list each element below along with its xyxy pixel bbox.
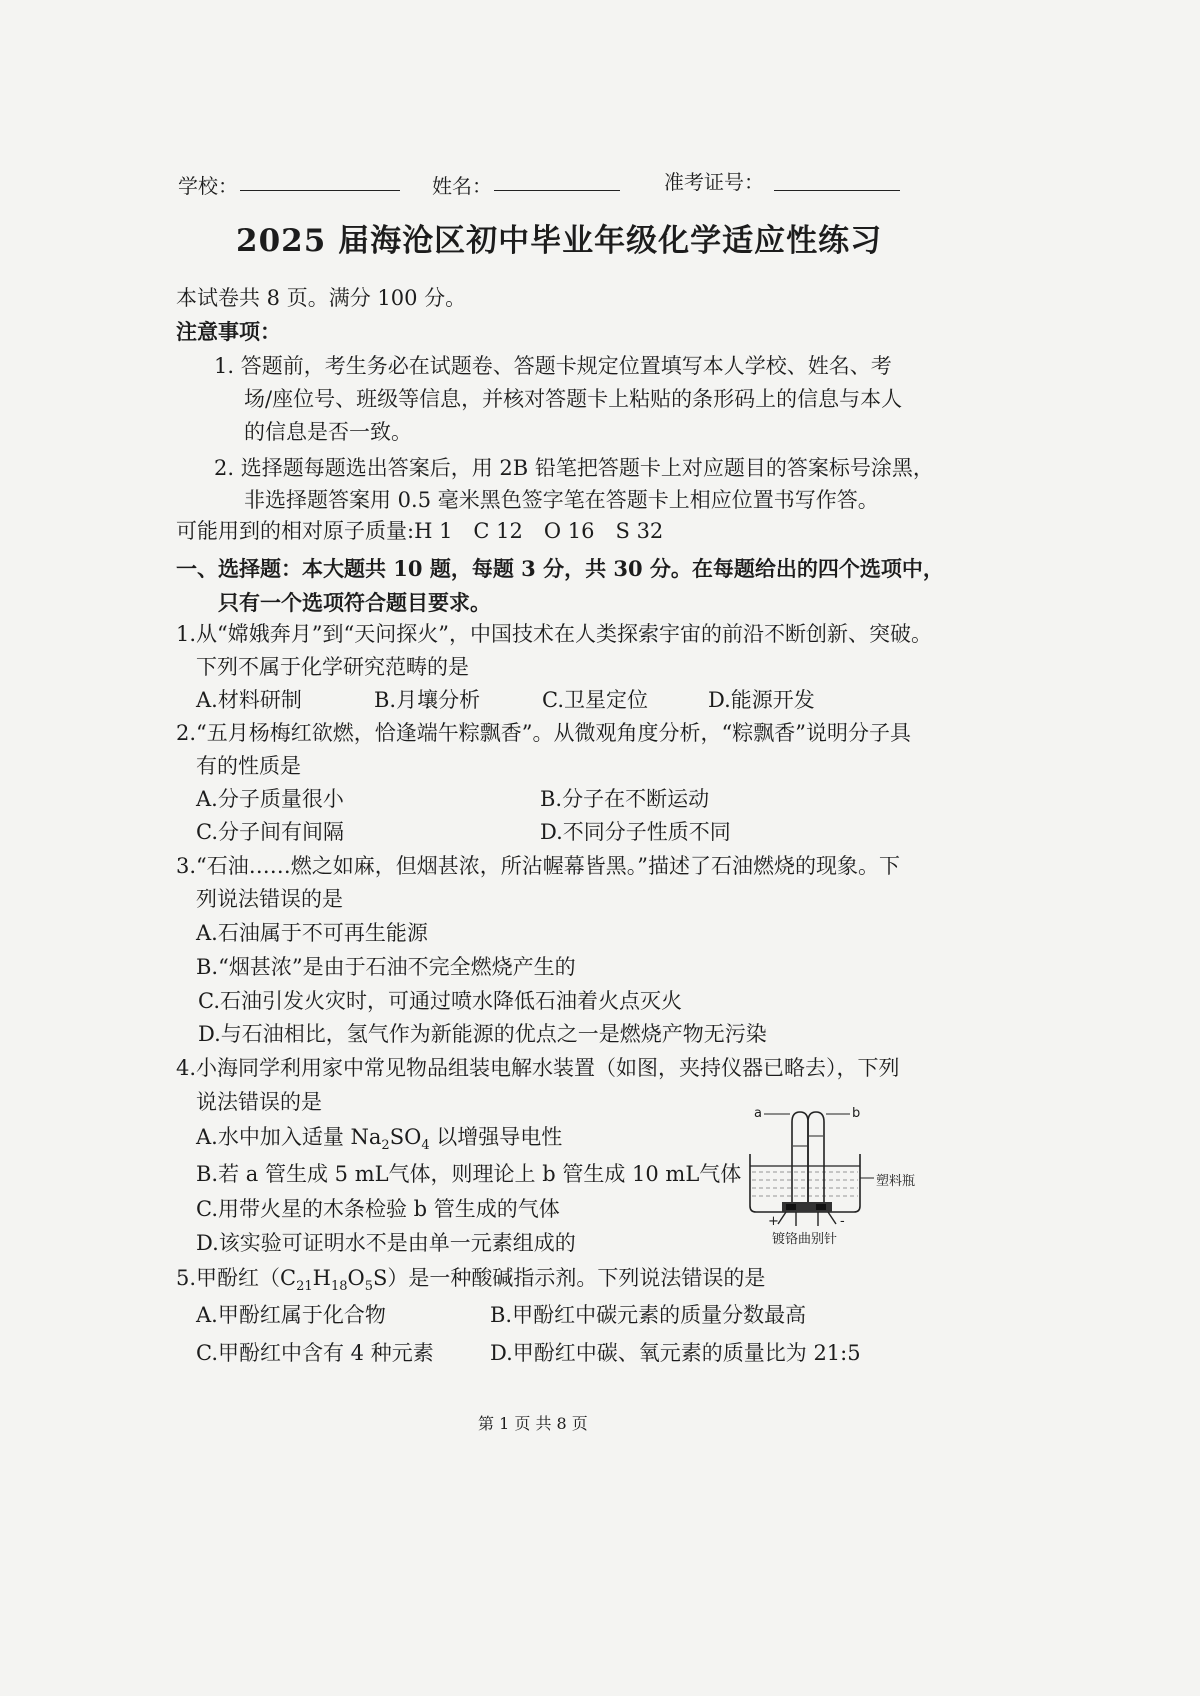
q1-stem-line-1: 1.从“嫦娥奔月”到“天问探火”，中国技术在人类探索宇宙的前沿不断创新、突破。 xyxy=(176,622,932,646)
q4-option-a xyxy=(196,1124,563,1154)
exam-id-blank xyxy=(774,190,900,191)
q4-option-a-pre: A.水中加入适量 Na xyxy=(196,1125,382,1149)
q5-option-b: B.甲酚红中碳元素的质量分数最高 xyxy=(490,1303,807,1327)
note-1-line-3: 的信息是否一致。 xyxy=(244,420,412,444)
note-1-line-2: 场/座位号、班级等信息，并核对答题卡上粘贴的条形码上的信息与本人 xyxy=(244,387,903,411)
q4-stem-line-2: 说法错误的是 xyxy=(196,1090,322,1114)
q3-stem-line-1: 3.“石油……燃之如麻，但烟甚浓，所沾幄幕皆黑。”描述了石油燃烧的现象。下 xyxy=(176,854,901,878)
name-blank xyxy=(494,190,620,191)
q4-option-d: D.该实验可证明水不是由单一元素组成的 xyxy=(196,1231,576,1255)
section-1-heading-line-1: 一、选择题：本大题共 10 题，每题 3 分，共 30 分。在每题给出的四个选项中， xyxy=(176,556,944,581)
label-minus: - xyxy=(840,1214,845,1229)
q2-option-c: C.分子间有间隔 xyxy=(196,820,344,844)
q4-option-a-post: 以增强导电性 xyxy=(429,1125,563,1149)
q5-stem-post: S）是一种酸碱指示剂。下列说法错误的是 xyxy=(373,1266,766,1290)
q5-option-c: C.甲酚红中含有 4 种元素 xyxy=(196,1341,434,1365)
q1-option-c: C.卫星定位 xyxy=(542,688,648,712)
q5-option-d: D.甲酚红中碳、氧元素的质量比为 21:5 xyxy=(490,1341,861,1365)
section-1-heading-line-2: 只有一个选项符合题目要求。 xyxy=(218,590,491,615)
label-b: b xyxy=(852,1106,861,1121)
label-bottle: 塑料瓶 xyxy=(876,1174,916,1189)
page-title: 2025 届海沧区初中毕业年级化学适应性练习 xyxy=(236,223,883,259)
name-label: 姓名： xyxy=(432,174,492,198)
q4-option-b: B.若 a 管生成 5 mL气体，则理论上 b 管生成 10 mL气体 xyxy=(196,1162,742,1186)
school-label: 学校： xyxy=(178,174,238,198)
q3-option-c: C.石油引发火灾时，可通过喷水降低石油着火点灭火 xyxy=(198,989,682,1013)
q2-option-a: A.分子质量很小 xyxy=(196,787,344,811)
label-a: a xyxy=(754,1106,762,1121)
school-blank xyxy=(240,190,400,191)
label-pins: 镀铬曲别针 xyxy=(772,1232,838,1247)
q5-sub-3: 5 xyxy=(364,1279,374,1295)
q1-option-d: D.能源开发 xyxy=(708,688,815,712)
q3-option-d: D.与石油相比，氢气作为新能源的优点之一是燃烧产物无污染 xyxy=(198,1022,767,1046)
q3-option-a: A.石油属于不可再生能源 xyxy=(196,921,428,945)
q1-option-b: B.月壤分析 xyxy=(374,688,481,712)
note-2-line-1: 2. 选择题每题选出答案后，用 2B 铅笔把答题卡上对应题目的答案标号涂黑， xyxy=(214,456,934,480)
q5-mid-1: H xyxy=(312,1266,331,1290)
q3-option-b: B.“烟甚浓”是由于石油不完全燃烧产生的 xyxy=(196,955,576,979)
q1-option-a: A.材料研制 xyxy=(196,688,302,712)
q5-mid-2: O xyxy=(347,1266,365,1290)
q1-stem-line-2: 下列不属于化学研究范畴的是 xyxy=(196,655,469,679)
q4-option-a-mid: SO xyxy=(389,1125,422,1149)
q4-option-c: C.用带火星的木条检验 b 管生成的气体 xyxy=(196,1197,560,1221)
note-2-line-2: 非选择题答案用 0.5 毫米黑色签字笔在答题卡上相应位置书写作答。 xyxy=(244,488,879,512)
q3-stem-line-2: 列说法错误的是 xyxy=(196,887,343,911)
q5-sub-2: 18 xyxy=(330,1279,348,1295)
notes-title: 注意事项： xyxy=(176,319,281,344)
atomic-masses: 可能用到的相对原子质量:H 1 C 12 O 16 S 32 xyxy=(176,519,664,543)
q5-stem-pre: 5.甲酚红（C xyxy=(176,1266,297,1290)
q2-option-d: D.不同分子性质不同 xyxy=(540,820,731,844)
intro-text: 本试卷共 8 页。满分 100 分。 xyxy=(176,286,467,310)
q2-stem-line-2: 有的性质是 xyxy=(196,754,301,778)
q5-sub-1: 21 xyxy=(296,1279,313,1295)
q5-stem xyxy=(176,1265,766,1295)
q2-stem-line-1: 2.“五月杨梅红欲燃，恰逢端午粽飘香”。从微观角度分析，“粽飘香”说明分子具 xyxy=(176,721,911,745)
q4-stem-line-1: 4.小海同学利用家中常见物品组装电解水装置（如图，夹持仪器已略去），下列 xyxy=(176,1056,900,1080)
q5-option-a: A.甲酚红属于化合物 xyxy=(196,1303,386,1327)
q4-option-a-sub2: 4 xyxy=(421,1138,430,1154)
note-1-line-1: 1. 答题前，考生务必在试题卷、答题卡规定位置填写本人学校、姓名、考 xyxy=(214,354,892,378)
q2-option-b: B.分子在不断运动 xyxy=(540,787,710,811)
exam-id-label: 准考证号： xyxy=(664,170,764,194)
electrolysis-apparatus-figure xyxy=(742,1106,916,1247)
label-plus: + xyxy=(768,1214,779,1229)
q4-option-a-sub: 2 xyxy=(381,1138,390,1154)
page-number: 第 1 页 共 8 页 xyxy=(478,1414,588,1433)
